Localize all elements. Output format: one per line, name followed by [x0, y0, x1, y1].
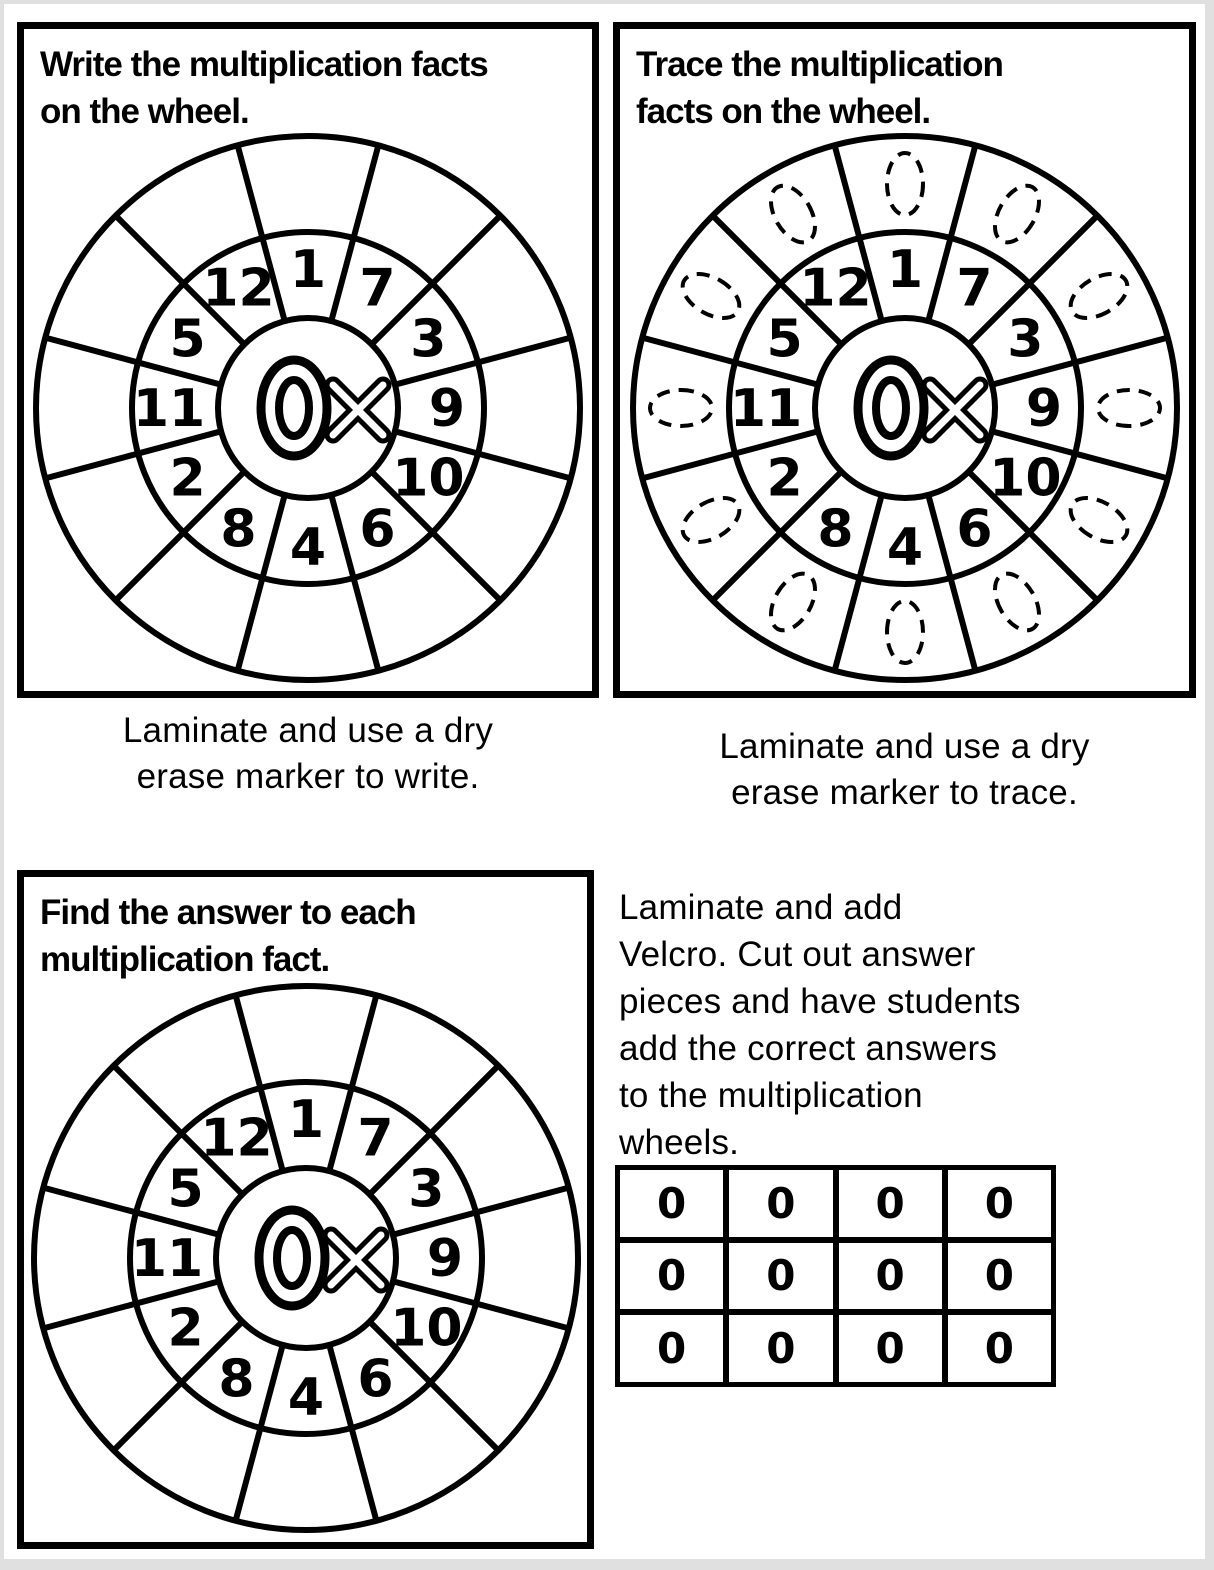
center-factor-bubble-zero-hole [876, 380, 906, 436]
center-factor-bubble-zero-hole [277, 1230, 307, 1286]
wheel-sector-number: 3 [410, 309, 447, 370]
panel-write-facts [17, 22, 599, 698]
wheel-sector-number: 10 [988, 448, 1062, 509]
wheel-sector-number: 8 [217, 1349, 255, 1410]
caption-line: erase marker to trace. [731, 773, 1078, 812]
wheel-sector-number: 12 [202, 258, 275, 319]
instruction-line: pieces and have students [619, 982, 1021, 1021]
caption-write [17, 708, 599, 800]
panel-title-line: Trace the multiplication [636, 45, 1003, 84]
velcro-instructions [619, 884, 1099, 1166]
wheel-sector-number: 12 [798, 258, 872, 319]
wheel-sector-number: 6 [359, 499, 396, 560]
wheel-sector-number: 9 [426, 1229, 463, 1289]
wheel-sector-number: 2 [169, 448, 206, 509]
page-edge-top [0, 0, 1214, 4]
wheel-sector-number: 1 [289, 240, 327, 300]
wheel-sector-number: 11 [132, 379, 206, 439]
wheel-sector-number: 5 [169, 309, 206, 370]
wheel-sector-number: 1 [886, 240, 923, 300]
answer-piece: 0 [617, 1240, 726, 1313]
answer-piece: 0 [836, 1240, 945, 1313]
multiplication-wheel-trace [627, 130, 1183, 686]
wheel-sector-number: 2 [766, 448, 803, 509]
wheel-sector-number: 5 [167, 1159, 204, 1220]
wheel-sector-number: 12 [199, 1108, 273, 1169]
answer-pieces-grid [615, 1165, 1056, 1387]
wheel-sector-number: 9 [1025, 379, 1062, 439]
page-edge-right [1205, 0, 1214, 1570]
panel-find-title [24, 877, 587, 983]
page-edge-left [0, 0, 4, 1570]
panel-title-line: multiplication fact. [40, 940, 330, 979]
wheel-sector-number: 8 [220, 499, 257, 560]
page-edge-bottom [0, 1559, 1214, 1570]
wheel-sector-number: 11 [130, 1229, 203, 1289]
wheel-sector-number: 5 [766, 309, 803, 370]
multiplication-wheel-find [28, 980, 584, 1536]
instruction-line: wheels. [619, 1123, 740, 1162]
answer-piece: 0 [726, 1240, 835, 1313]
wheel-sector-number: 9 [428, 379, 466, 439]
panel-title-line: Find the answer to each [40, 893, 416, 932]
instruction-line: to the multiplication [619, 1076, 923, 1115]
panel-find-answers [17, 870, 594, 1549]
wheel-sector-number: 4 [287, 1368, 324, 1428]
wheel-sector-number: 10 [389, 1298, 463, 1359]
wheel-sector-number: 11 [729, 379, 802, 439]
wheel-sector-number: 7 [955, 258, 993, 319]
panel-trace-facts [613, 22, 1196, 698]
answer-piece: 0 [617, 1167, 726, 1240]
panel-title-line: on the wheel. [40, 92, 249, 131]
panel-title-line: Write the multiplication facts [40, 45, 488, 84]
instruction-line: Laminate and add [619, 888, 903, 927]
panel-trace-title [620, 29, 1189, 135]
answer-piece: 0 [945, 1240, 1054, 1313]
wheel-sector-number: 3 [407, 1159, 444, 1220]
caption-line: erase marker to write. [136, 757, 480, 796]
center-factor-bubble-zero-hole [279, 380, 309, 436]
answer-piece: 0 [945, 1312, 1054, 1385]
panel-write-title [24, 29, 592, 135]
wheel-sector-number: 3 [1006, 309, 1043, 370]
multiplication-wheel-write [30, 130, 586, 686]
answer-piece: 0 [836, 1312, 945, 1385]
answer-piece: 0 [726, 1312, 835, 1385]
wheel-sector-number: 7 [359, 258, 396, 319]
answer-piece: 0 [945, 1167, 1054, 1240]
wheel-sector-number: 4 [886, 518, 923, 578]
wheel-sector-number: 2 [167, 1298, 204, 1359]
wheel-sector-number: 8 [816, 499, 854, 560]
wheel-sector-number: 10 [392, 448, 465, 509]
caption-line: Laminate and use a dry [122, 711, 494, 750]
caption-trace [613, 724, 1196, 816]
wheel-sector-number: 7 [356, 1108, 394, 1169]
wheel-sector-number: 6 [955, 499, 993, 560]
wheel-sector-number: 4 [289, 518, 327, 578]
answer-piece: 0 [836, 1167, 945, 1240]
wheel-sector-number: 6 [356, 1349, 394, 1410]
instruction-line: Velcro. Cut out answer [619, 935, 976, 974]
answer-piece: 0 [617, 1312, 726, 1385]
caption-line: Laminate and use a dry [719, 727, 1090, 766]
instruction-line: add the correct answers [619, 1029, 998, 1068]
panel-title-line: facts on the wheel. [636, 92, 931, 131]
answer-piece: 0 [726, 1167, 835, 1240]
wheel-sector-number: 1 [287, 1090, 324, 1150]
